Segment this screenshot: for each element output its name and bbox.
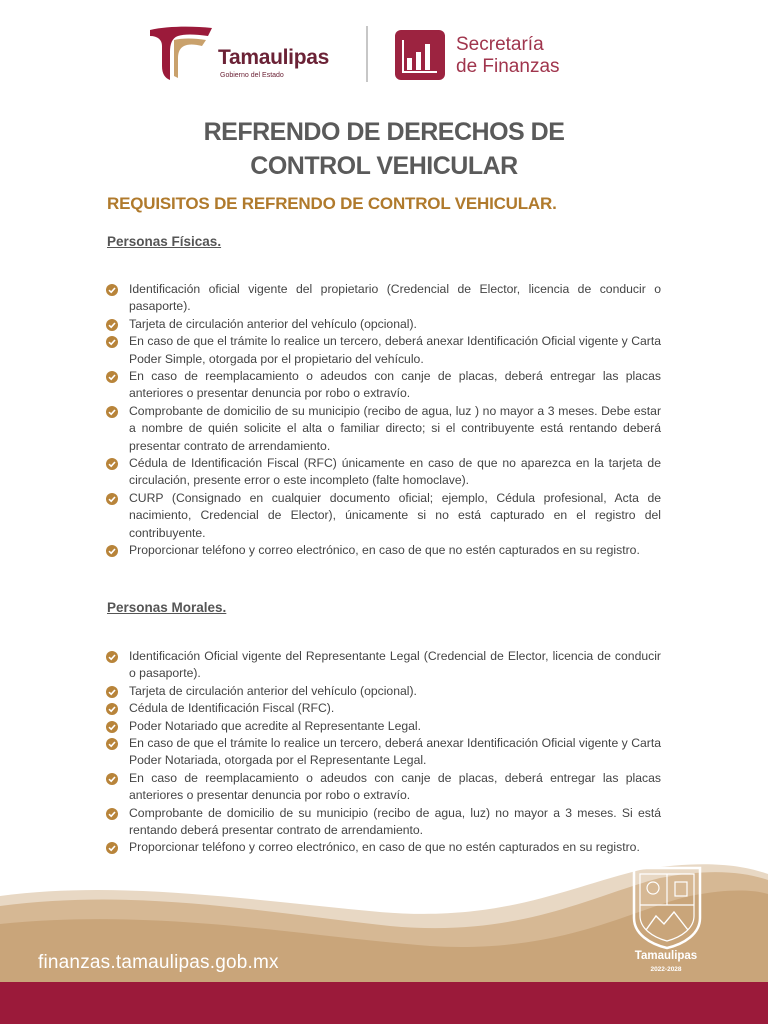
list-item <box>105 683 661 700</box>
tamaulipas-logo <box>148 22 348 86</box>
list-item <box>105 455 661 490</box>
list-item <box>105 648 661 683</box>
section-heading-personas-morales: Personas Morales. <box>107 600 227 615</box>
check-circle-icon <box>106 458 118 470</box>
check-circle-icon <box>106 493 118 505</box>
page-title-line-1: REFRENDO DE DERECHOS DE <box>203 118 565 146</box>
list-item-text: Identificación oficial vigente del propietario (Credencial de Elector, licencia de conducir o pasaporte). <box>129 282 661 314</box>
list-item <box>105 718 661 735</box>
check-circle-icon <box>106 773 118 785</box>
crest-years: 2022-2028 <box>650 966 682 973</box>
list-item-text: CURP (Consignado en cualquier documento oficial; ejemplo, Cédula profesional, Acta de nacimiento, Credencial de Elector), únicamente si no está capturado en el registro del contribuyente. <box>129 490 661 540</box>
list-item <box>105 490 661 542</box>
list-item-text: En caso de reemplacamiento o adeudos con canje de placas, deberá entregar las placas anteriores o presentar denuncia por robo o extravío. <box>129 770 661 803</box>
crest-name: Tamaulipas <box>634 950 698 962</box>
secretaria-line-2: de Finanzas <box>456 56 560 77</box>
check-circle-icon <box>106 319 118 331</box>
tamaulipas-crest-icon <box>624 860 710 950</box>
list-item <box>105 281 661 316</box>
list-item-text: En caso de que el trámite lo realice un tercero, deberá anexar Identificación Oficial vigente y Carta Poder Simple, otorgada por el propietario del vehículo. <box>129 334 661 366</box>
list-item <box>105 368 661 403</box>
requirements-list-morales <box>105 648 661 857</box>
check-circle-icon <box>106 808 118 820</box>
logo-divider <box>366 26 368 82</box>
header <box>0 0 768 110</box>
secretaria-line-1: Secretaría <box>456 34 544 55</box>
list-item <box>105 735 661 770</box>
list-item <box>105 700 661 717</box>
list-item-text: En caso de reemplacamiento o adeudos con canje de placas, deberá entregar las placas anteriores o presentar denuncia por robo o extravío. <box>129 369 661 401</box>
list-item <box>105 542 661 559</box>
check-circle-icon <box>106 842 118 854</box>
list-item <box>105 403 661 455</box>
tamaulipas-subtitle: Gobierno del Estado <box>220 72 284 79</box>
finance-bars-icon <box>395 30 445 80</box>
check-circle-icon <box>106 703 118 715</box>
check-circle-icon <box>106 686 118 698</box>
section-heading-personas-fisicas: Personas Físicas. <box>107 234 222 249</box>
list-item <box>105 770 661 805</box>
check-circle-icon <box>106 651 118 663</box>
list-item-text: Identificación Oficial vigente del Representante Legal (Credencial de Elector, licencia de conducir o pasaporte). <box>129 649 661 681</box>
website-url[interactable]: finanzas.tamaulipas.gob.mx <box>38 952 279 973</box>
list-item <box>105 333 661 368</box>
check-circle-icon <box>106 721 118 733</box>
secretaria-finanzas-logo <box>395 30 585 86</box>
page-title-line-2: CONTROL VEHICULAR <box>250 152 518 180</box>
check-circle-icon <box>106 336 118 348</box>
list-item-text: Proporcionar teléfono y correo electrónico, en caso de que no estén capturados en su registro. <box>129 840 640 855</box>
tamaulipas-mark-icon <box>148 22 214 84</box>
list-item <box>105 316 661 333</box>
check-circle-icon <box>106 738 118 750</box>
list-item-text: En caso de que el trámite lo realice un tercero, deberá anexar Identificación Oficial vigente y Carta Poder Notariada, otorgada por el Representante Legal. <box>129 736 661 768</box>
list-item <box>105 805 661 840</box>
check-circle-icon <box>106 284 118 296</box>
list-item-text: Poder Notariado que acredite al Representante Legal. <box>129 718 422 733</box>
bottom-bar <box>0 982 768 1024</box>
list-item-text: Comprobante de domicilio de su municipio (recibo de agua, luz ) no mayor a 3 meses. Debe estar a nombre de quién solicite el alta o familiar directo; si el contribuyente está rentando deberá presentar contrato de arrendamiento. <box>129 403 661 453</box>
list-item-text: Comprobante de domicilio de su municipio (recibo de agua, luz) no mayor a 3 meses. Si está rentando deberá presentar contrato de arrendamiento. <box>129 805 661 838</box>
check-circle-icon <box>106 371 118 383</box>
list-item-text: Cédula de Identificación Fiscal (RFC) únicamente en caso de que no aparezca en la tarjeta de circulación, presente error o este incompleto (falte homoclave). <box>129 456 661 488</box>
list-item-text: Proporcionar teléfono y correo electrónico, en caso de que no estén capturados en su registro. <box>129 543 640 558</box>
list-item-text: Tarjeta de circulación anterior del vehículo (opcional). <box>129 683 417 698</box>
tamaulipas-name: Tamaulipas <box>218 46 329 69</box>
check-circle-icon <box>106 545 118 557</box>
requirements-list-fisicas <box>105 281 661 560</box>
list-item-text: Tarjeta de circulación anterior del vehículo (opcional). <box>129 316 417 331</box>
list-item-text: Cédula de Identificación Fiscal (RFC). <box>129 701 335 716</box>
list-item <box>105 839 661 856</box>
requirements-subtitle: REQUISITOS DE REFRENDO DE CONTROL VEHICULAR. <box>107 194 557 213</box>
check-circle-icon <box>106 406 118 418</box>
